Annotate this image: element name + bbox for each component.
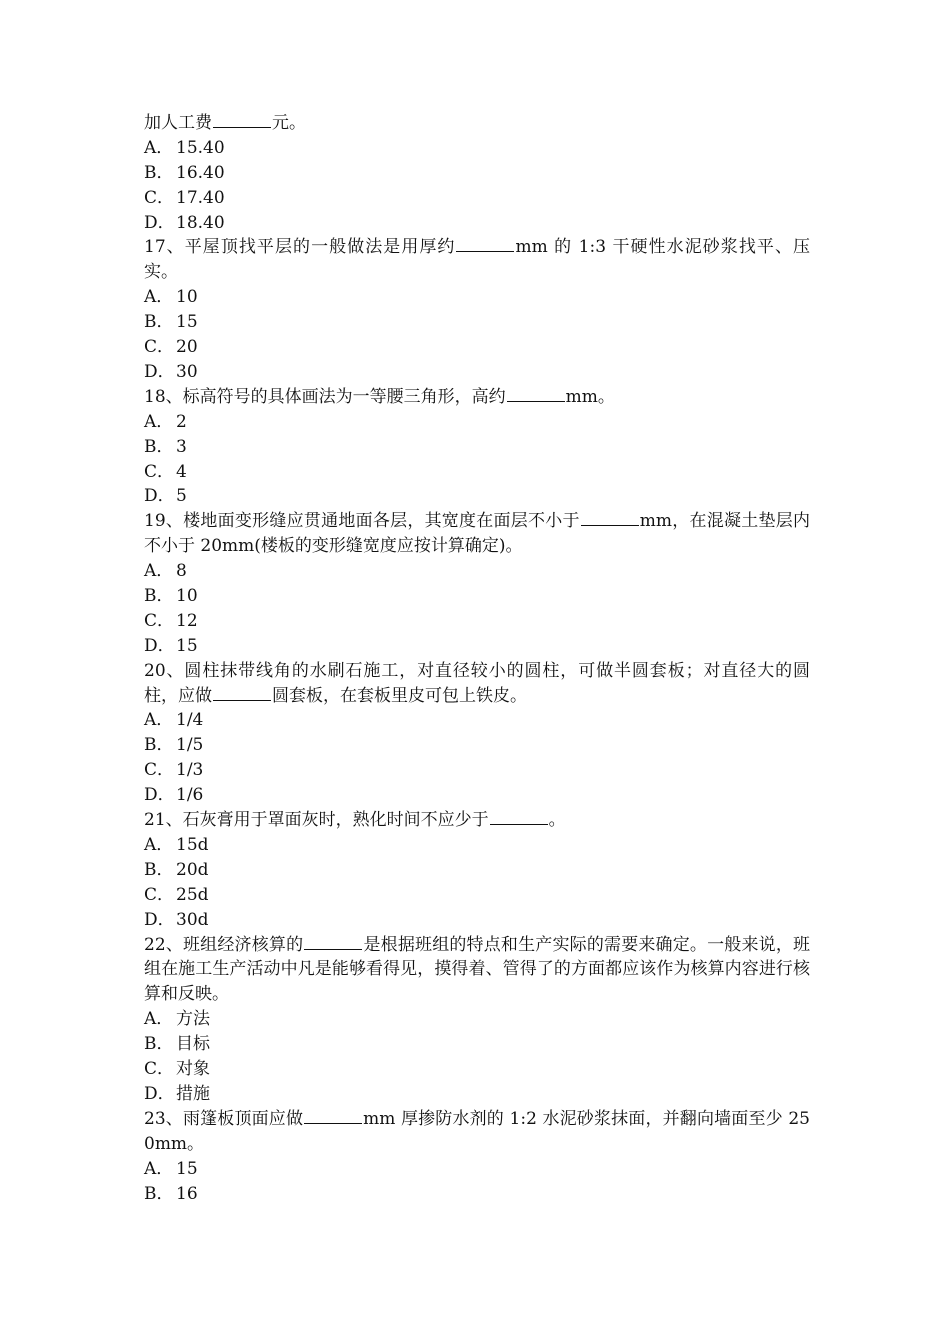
option-letter: A． (144, 710, 174, 731)
option (144, 435, 810, 460)
option-letter: B． (144, 436, 174, 457)
option (144, 1157, 810, 1182)
question-text-after: mm 厚掺防水剂的 1:2 水泥砂浆抹面，并翻向墙面至少 250mm。 (144, 1108, 810, 1154)
option-letter: A． (144, 137, 174, 158)
option-letter: D． (144, 361, 175, 382)
question-lead (144, 111, 810, 235)
question-text (144, 385, 810, 410)
option-text: 方法 (176, 1009, 210, 1030)
option-text: 1/6 (176, 785, 204, 806)
option-text: 5 (176, 486, 187, 507)
option-letter: D． (144, 785, 175, 806)
option-text: 10 (176, 586, 198, 606)
option (144, 285, 810, 310)
option (144, 460, 810, 485)
option (144, 136, 810, 161)
question-18 (144, 385, 810, 509)
option-text: 15 (176, 1158, 198, 1179)
option-text: 15 (176, 635, 198, 656)
question-text-after: mm。 (565, 386, 615, 407)
option (144, 783, 810, 808)
question-text-before: 19、楼地面变形缝应贯通地面各层，其宽度在面层不小于 (144, 511, 580, 532)
option-letter: C． (144, 884, 175, 905)
option-text: 1/4 (176, 710, 204, 731)
option-text: 15.40 (176, 137, 225, 158)
option (144, 708, 810, 733)
option-text: 8 (176, 561, 187, 582)
option (144, 310, 810, 335)
question-20 (144, 659, 810, 808)
option-text: 3 (176, 436, 187, 457)
question-text-before: 加人工费 (144, 113, 212, 133)
question-19 (144, 509, 810, 658)
option-letter: B． (144, 1183, 174, 1204)
answer-blank (490, 808, 548, 825)
option-letter: A． (144, 411, 174, 432)
option (144, 335, 810, 360)
option (144, 410, 810, 435)
option-letter: A． (144, 561, 174, 582)
option-letter: C． (144, 1059, 175, 1080)
option-text: 30d (176, 909, 209, 930)
option-letter: B． (144, 859, 174, 880)
answer-blank (213, 111, 271, 128)
option (144, 1032, 810, 1057)
option-letter: B． (144, 586, 174, 606)
option-text: 30 (176, 361, 198, 382)
option-letter: B． (144, 1034, 174, 1055)
question-text-after: mm，在混凝土垫层内不小于 20mm(楼板的变形缝宽度应按计算确定)。 (144, 511, 810, 557)
question-text-before: 21、石灰膏用于罩面灰时，熟化时间不应少于 (144, 810, 489, 831)
question-text-after: 。 (548, 810, 566, 831)
option (144, 360, 810, 385)
question-text-after: 圆套板，在套板里皮可包上铁皮。 (272, 685, 527, 706)
question-17 (144, 235, 810, 384)
question-22 (144, 933, 810, 1107)
option (144, 758, 810, 783)
question-text-before: 17、平屋顶找平层的一般做法是用厚约 (144, 237, 456, 258)
option (144, 609, 810, 634)
document-body (144, 111, 810, 1206)
option-text: 目标 (176, 1034, 210, 1055)
question-text-before: 22、班组经济核算的 (144, 934, 304, 955)
question-text (144, 509, 810, 559)
option-text: 对象 (176, 1059, 210, 1080)
option-text: 2 (176, 411, 187, 432)
option-letter: C． (144, 461, 175, 482)
option-letter: B． (144, 312, 174, 333)
question-text-before: 23、雨篷板顶面应做 (144, 1108, 304, 1129)
option-text: 20 (176, 337, 198, 358)
option (144, 1007, 810, 1032)
option-text: 1/5 (176, 735, 204, 756)
question-text (144, 808, 810, 833)
option (144, 634, 810, 659)
option-text: 10 (176, 287, 198, 308)
option-letter: C． (144, 337, 175, 358)
option-letter: C． (144, 187, 175, 208)
option-text: 15d (176, 834, 209, 855)
option-text: 18.40 (176, 212, 225, 233)
answer-blank (507, 385, 565, 402)
option (144, 161, 810, 186)
answer-blank (456, 235, 514, 252)
option-letter: C． (144, 760, 175, 781)
question-text (144, 933, 810, 1008)
option (144, 211, 810, 236)
option-letter: A． (144, 1009, 174, 1030)
question-23 (144, 1107, 810, 1207)
option (144, 559, 810, 584)
option (144, 186, 810, 211)
option-text: 25d (176, 884, 209, 905)
question-text (144, 1107, 810, 1157)
question-text-after: 是根据班组的特点和生产实际的需要来确定。一般来说，班组在施工生产活动中凡是能够看得见，摸得着、管得了的方面都应该作为核算内容进行核算和反映。 (144, 934, 811, 1005)
option-letter: B． (144, 735, 174, 756)
option-letter: D． (144, 486, 175, 507)
option (144, 733, 810, 758)
option (144, 584, 810, 609)
option-text: 4 (176, 461, 187, 482)
option (144, 908, 810, 933)
option-letter: D． (144, 212, 175, 233)
question-text-before: 20、圆柱抹带线角的水刷石施工，对直径较小的圆柱，可做半圆套板；对直径大的圆柱，应做 (144, 660, 810, 706)
option-text: 17.40 (176, 187, 225, 208)
option-letter: D． (144, 909, 175, 930)
option-text: 1/3 (176, 760, 204, 781)
question-text-after: 元。 (272, 113, 306, 133)
option-text: 16 (176, 1183, 198, 1204)
option-text: 20d (176, 859, 209, 880)
question-21 (144, 808, 810, 932)
question-text (144, 659, 810, 709)
option (144, 1182, 810, 1207)
option (144, 1057, 810, 1082)
question-text-before: 18、标高符号的具体画法为一等腰三角形，高约 (144, 386, 506, 407)
option (144, 883, 810, 908)
option-text: 16.40 (176, 162, 225, 183)
question-text (144, 235, 810, 285)
answer-blank (304, 1107, 362, 1124)
option-letter: A． (144, 287, 174, 308)
question-text-after: mm 的 1:3 干硬性水泥砂浆找平、压实。 (144, 237, 810, 283)
option-letter: D． (144, 1083, 175, 1104)
option (144, 1082, 810, 1107)
option-text: 12 (176, 610, 198, 631)
answer-blank (213, 684, 271, 701)
option-letter: C． (144, 610, 175, 631)
option-letter: A． (144, 834, 174, 855)
option-letter: A． (144, 1158, 174, 1179)
option-letter: D． (144, 635, 175, 656)
answer-blank (581, 509, 639, 526)
answer-blank (304, 933, 362, 950)
option (144, 833, 810, 858)
option-letter: B． (144, 162, 174, 183)
option-text: 措施 (176, 1083, 210, 1104)
option (144, 858, 810, 883)
question-text (144, 111, 810, 136)
option (144, 484, 810, 509)
option-text: 15 (176, 312, 198, 333)
